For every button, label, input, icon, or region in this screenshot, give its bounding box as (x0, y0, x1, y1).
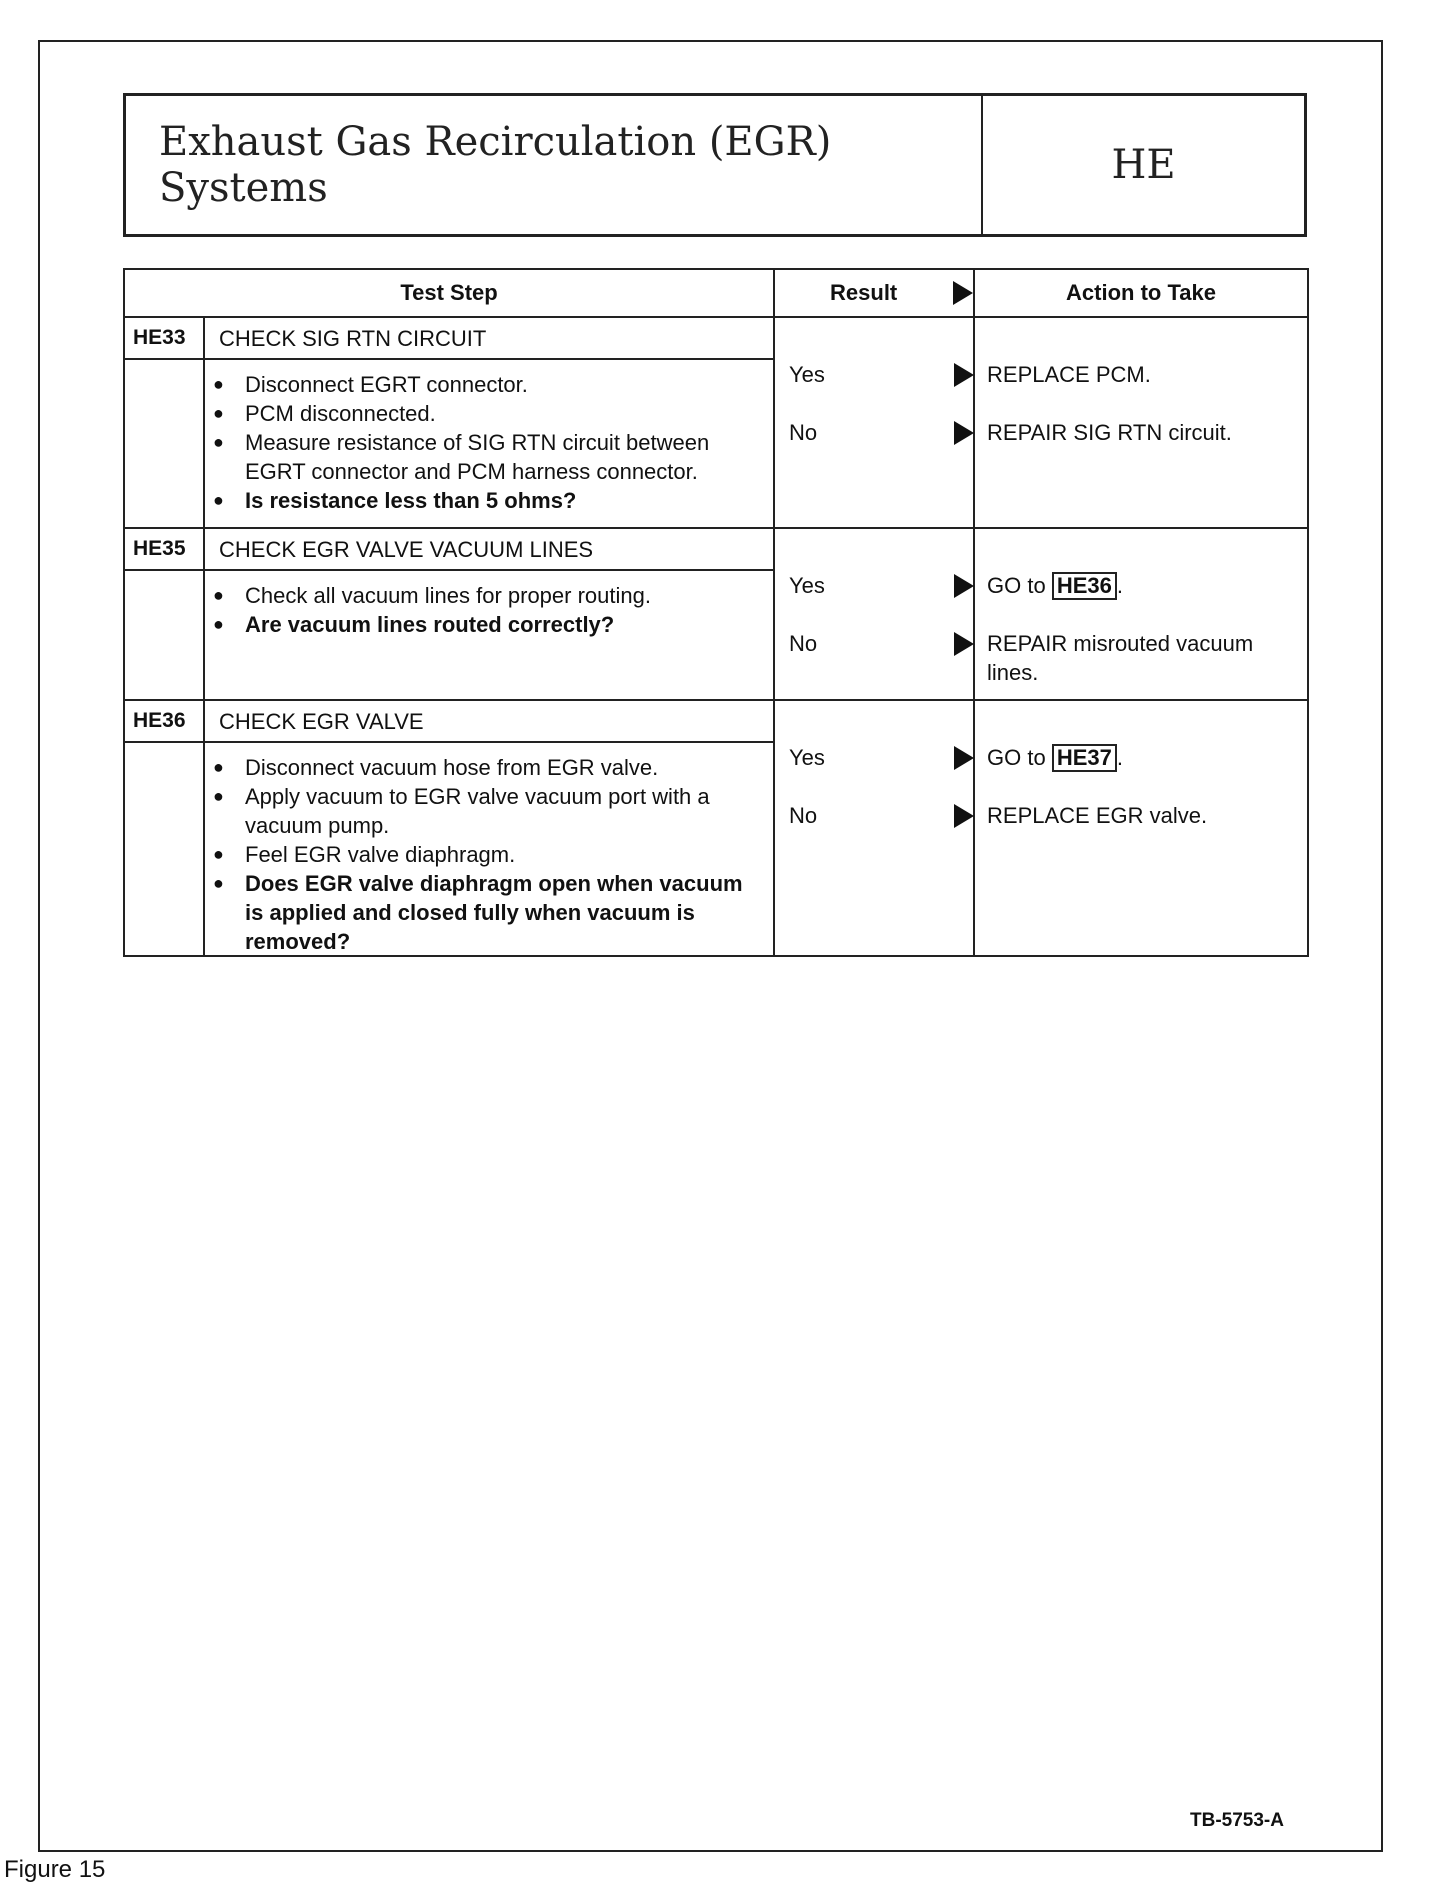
step-title: CHECK SIG RTN CIRCUIT (204, 317, 774, 359)
action-text (975, 571, 1307, 600)
action-text: REPLACE PCM. (987, 362, 1151, 387)
step-id: HE33 (124, 317, 204, 359)
result-yes (775, 360, 973, 389)
action-text: REPAIR SIG RTN circuit. (987, 420, 1232, 445)
action-cell (974, 528, 1308, 700)
procedure-bullet: ● Disconnect vacuum hose from EGR valve. (245, 753, 743, 782)
procedure-question: ● Are vacuum lines routed correctly? (245, 610, 743, 639)
step-row-he36-title (124, 700, 1308, 742)
header-code: HE (1111, 142, 1176, 188)
action-suffix: . (1116, 573, 1123, 598)
step-reference-link[interactable]: HE36 (1052, 572, 1117, 600)
arrow-right-icon (954, 746, 974, 770)
result-label: Yes (789, 573, 825, 598)
result-no (775, 418, 973, 447)
action-text: REPLACE EGR valve. (987, 803, 1208, 828)
action-cell (974, 700, 1308, 956)
result-cell (774, 528, 974, 700)
figure-caption: Figure 15 (4, 1856, 106, 1883)
procedure-question: ● Does EGR valve diaphragm open when vacuum is applied and closed fully when vacuum is removed? (245, 869, 743, 956)
result-cell (774, 700, 974, 956)
action-prefix: GO to (987, 745, 1046, 770)
test-step-table (123, 268, 1309, 957)
result-no (775, 629, 973, 658)
step-row-he33-title (124, 317, 1308, 359)
id-spacer (124, 359, 204, 528)
action-prefix: GO to (987, 573, 1046, 598)
result-no (775, 801, 973, 830)
arrow-right-icon (954, 632, 974, 656)
arrow-right-icon (954, 363, 974, 387)
column-header-test-step: Test Step (124, 269, 774, 317)
arrow-right-icon (954, 421, 974, 445)
column-header-action: Action to Take (974, 269, 1308, 317)
procedure-bullet: ● PCM disconnected. (245, 399, 743, 428)
step-procedure (204, 742, 774, 956)
result-yes (775, 743, 973, 772)
step-row-he35-title (124, 528, 1308, 570)
id-spacer (124, 742, 204, 956)
result-label: Yes (789, 745, 825, 770)
result-yes (775, 571, 973, 600)
procedure-question: ● Is resistance less than 5 ohms? (245, 486, 743, 515)
action-cell (974, 317, 1308, 528)
arrow-right-icon (954, 574, 974, 598)
result-label: No (789, 803, 818, 828)
header-title: Exhaust Gas Recirculation (EGR) Systems (126, 96, 983, 234)
column-header-result (774, 269, 974, 317)
procedure-bullet: ● Feel EGR valve diaphragm. (245, 840, 743, 869)
step-procedure (204, 359, 774, 528)
step-id: HE35 (124, 528, 204, 570)
column-header-result-label: Result (830, 280, 898, 305)
step-procedure (204, 570, 774, 700)
step-id: HE36 (124, 700, 204, 742)
action-suffix: . (1116, 745, 1123, 770)
step-title: CHECK EGR VALVE (204, 700, 774, 742)
id-spacer (124, 570, 204, 700)
arrow-right-icon (954, 804, 974, 828)
procedure-bullet: ● Measure resistance of SIG RTN circuit between EGRT connector and PCM harness connector. (245, 428, 743, 486)
action-text (975, 743, 1307, 772)
tb-code: TB-5753-A (1190, 1810, 1284, 1831)
document-header (123, 93, 1307, 237)
procedure-bullet: ● Check all vacuum lines for proper routing. (245, 581, 743, 610)
result-label: Yes (789, 362, 825, 387)
result-label: No (789, 420, 818, 445)
result-label: No (789, 631, 818, 656)
result-cell (774, 317, 974, 528)
procedure-bullet: ● Disconnect EGRT connector. (245, 370, 743, 399)
arrow-right-icon (953, 281, 973, 305)
step-title: CHECK EGR VALVE VACUUM LINES (204, 528, 774, 570)
procedure-bullet: ● Apply vacuum to EGR valve vacuum port with a vacuum pump. (245, 782, 743, 840)
step-reference-link[interactable]: HE37 (1052, 744, 1117, 772)
action-text: REPAIR misrouted vacuum lines. (987, 631, 1254, 685)
